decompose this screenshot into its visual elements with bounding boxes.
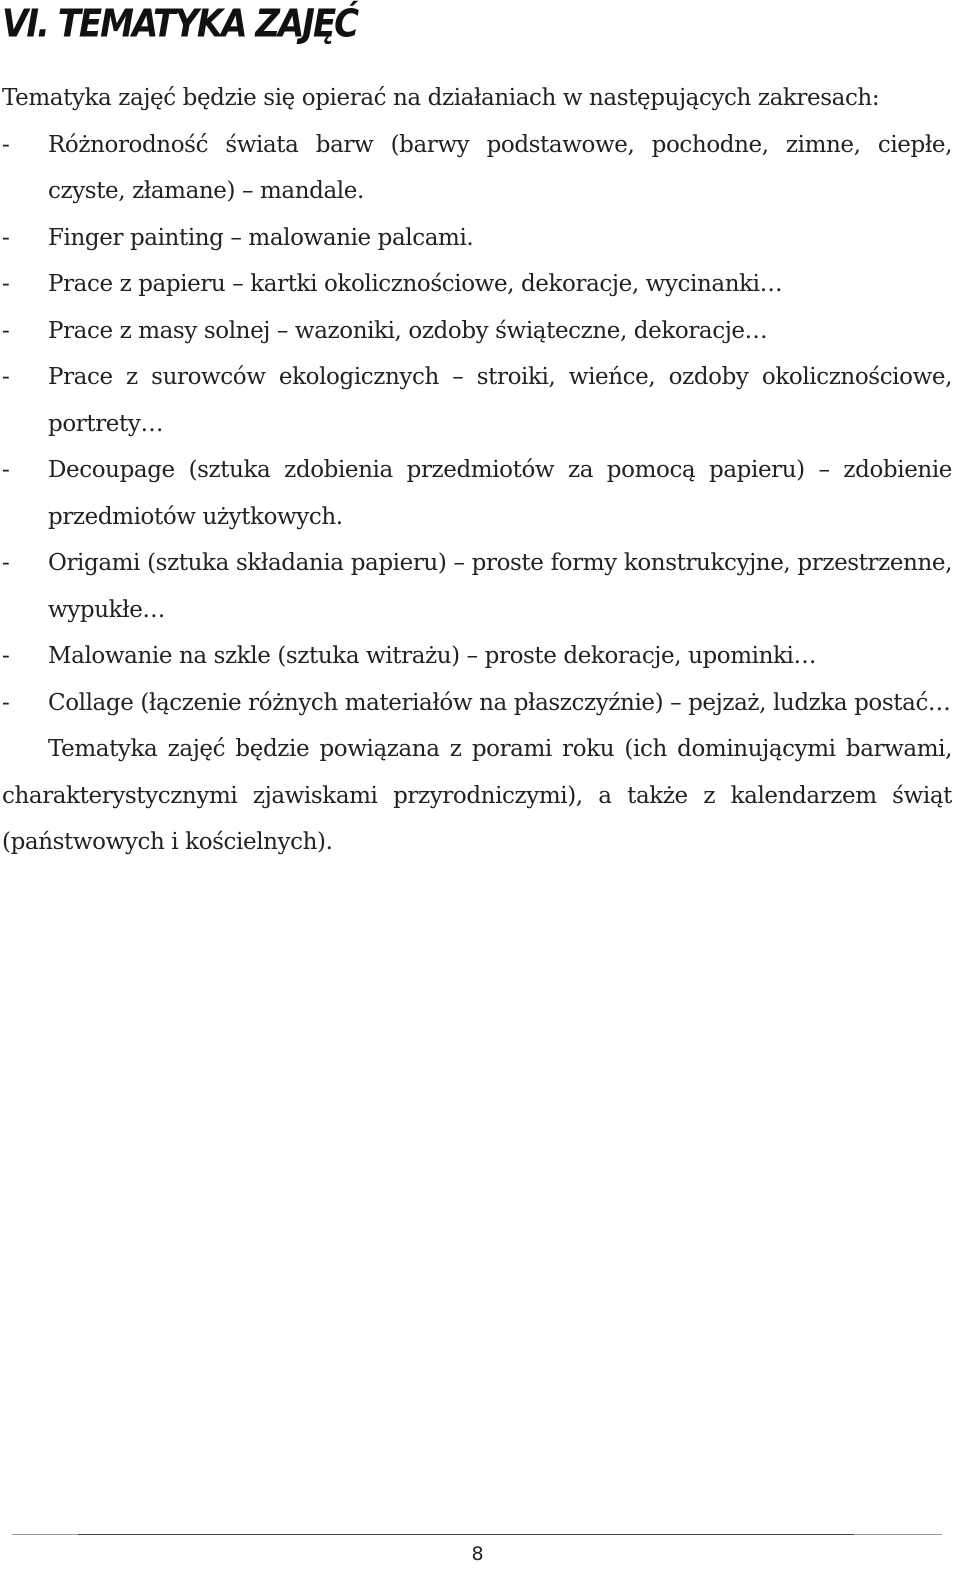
closing-paragraph: Tematyka zajęć będzie powiązana z porami roku (ich dominującymi barwami, charakterystycznymi zjawiskami przyrodniczymi), a także z kalendarzem świąt (państwowych i kościelnych). (2, 736, 952, 855)
list-item-text: Finger painting – malowanie palcami. (48, 224, 474, 251)
list-bullet: - (2, 364, 10, 390)
intro-paragraph: Tematyka zajęć będzie się opierać na działaniach w następujących zakresach: (2, 85, 880, 111)
list-item-text: Origami (sztuka składania papieru) – proste formy konstrukcyjne, przestrzenne, wypukłe… (48, 550, 952, 623)
topics-list (2, 122, 952, 727)
list-item (2, 540, 952, 633)
list-item (2, 215, 952, 262)
list-bullet: - (2, 317, 10, 344)
list-bullet: - (2, 550, 10, 576)
list-item-text: Prace z surowców ekologicznych – stroiki, wieńce, ozdoby okolicznościowe, portrety… (48, 364, 952, 437)
list-item-text: Prace z papieru – kartki okolicznościowe, dekoracje, wycinanki… (48, 271, 783, 297)
list-item-text: Collage (łączenie różnych materiałów na płaszczyźnie) – pejzaż, ludzka postać… (48, 689, 951, 716)
list-bullet: - (2, 457, 10, 483)
footer-divider-accent (78, 1534, 854, 1535)
list-bullet: - (2, 271, 10, 297)
list-item (2, 261, 952, 308)
list-item (2, 354, 952, 447)
list-item-text: Prace z masy solnej – wazoniki, ozdoby świąteczne, dekoracje… (48, 317, 768, 344)
list-item (2, 122, 952, 215)
page-number: 8 (471, 1543, 484, 1565)
list-item (2, 447, 952, 540)
list-bullet: - (2, 643, 10, 669)
list-item (2, 308, 952, 355)
list-item-text: Malowanie na szkle (sztuka witrażu) – proste dekoracje, upominki… (48, 643, 817, 669)
list-bullet: - (2, 689, 10, 716)
document-body (2, 75, 952, 866)
section-heading: VI. TEMATYKA ZAJĘĆ (2, 2, 358, 47)
list-item (2, 680, 952, 727)
list-bullet: - (2, 224, 10, 251)
list-bullet: - (2, 131, 10, 158)
list-item-text: Różnorodność świata barw (barwy podstawowe, pochodne, zimne, ciepłe, czyste, złamane) – mandale. (48, 131, 952, 204)
list-item (2, 633, 952, 680)
list-item-text: Decoupage (sztuka zdobienia przedmiotów za pomocą papieru) – zdobienie przedmiotów użytkowych. (48, 457, 952, 530)
